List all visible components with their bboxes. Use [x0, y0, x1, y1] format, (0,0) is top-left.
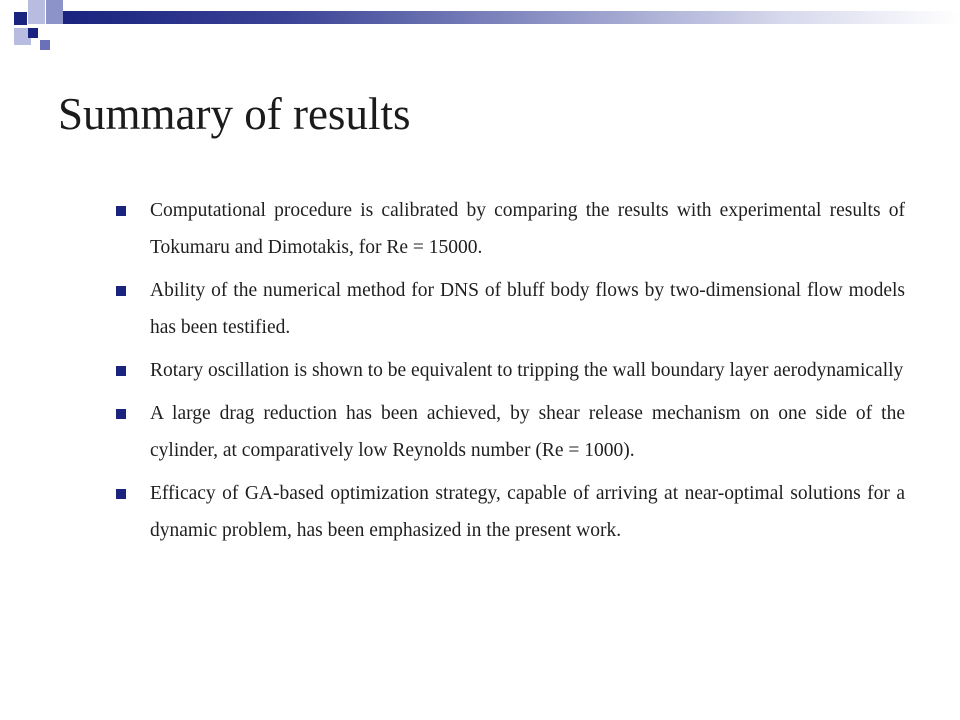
square-bullet-icon: [116, 286, 126, 296]
bullet-list: [115, 192, 905, 555]
slide-title: Summary of results: [58, 89, 411, 139]
bullet-text: Ability of the numerical method for DNS of bluff body flows by two-dimensional flow models has been testified.: [150, 280, 905, 338]
square-bullet-icon: [116, 366, 126, 376]
decor-square: [14, 12, 27, 25]
bullet-item: [115, 192, 905, 266]
bullet-item: [115, 395, 905, 469]
decor-square: [46, 0, 63, 24]
square-bullet-icon: [116, 489, 126, 499]
header-decoration: [0, 0, 960, 60]
decor-square: [40, 40, 50, 50]
bullet-item: [115, 475, 905, 549]
decor-square: [28, 0, 45, 24]
bullet-text: A large drag reduction has been achieved, by shear release mechanism on one side of the cylinder, at comparatively low Reynolds number (Re = 1000).: [150, 403, 905, 461]
square-bullet-icon: [116, 206, 126, 216]
square-bullet-icon: [116, 409, 126, 419]
bullet-item: [115, 272, 905, 346]
bullet-text: Rotary oscillation is shown to be equivalent to tripping the wall boundary layer aerodynamically: [150, 360, 904, 381]
gradient-header-bar: [63, 11, 960, 24]
bullet-text: Efficacy of GA-based optimization strategy, capable of arriving at near-optimal solutions for a dynamic problem, has been emphasized in the present work.: [150, 483, 905, 541]
decor-square: [28, 28, 38, 38]
bullet-text: Computational procedure is calibrated by comparing the results with experimental results of Tokumaru and Dimotakis, for Re = 15000.: [150, 200, 905, 258]
bullet-item: [115, 352, 905, 389]
